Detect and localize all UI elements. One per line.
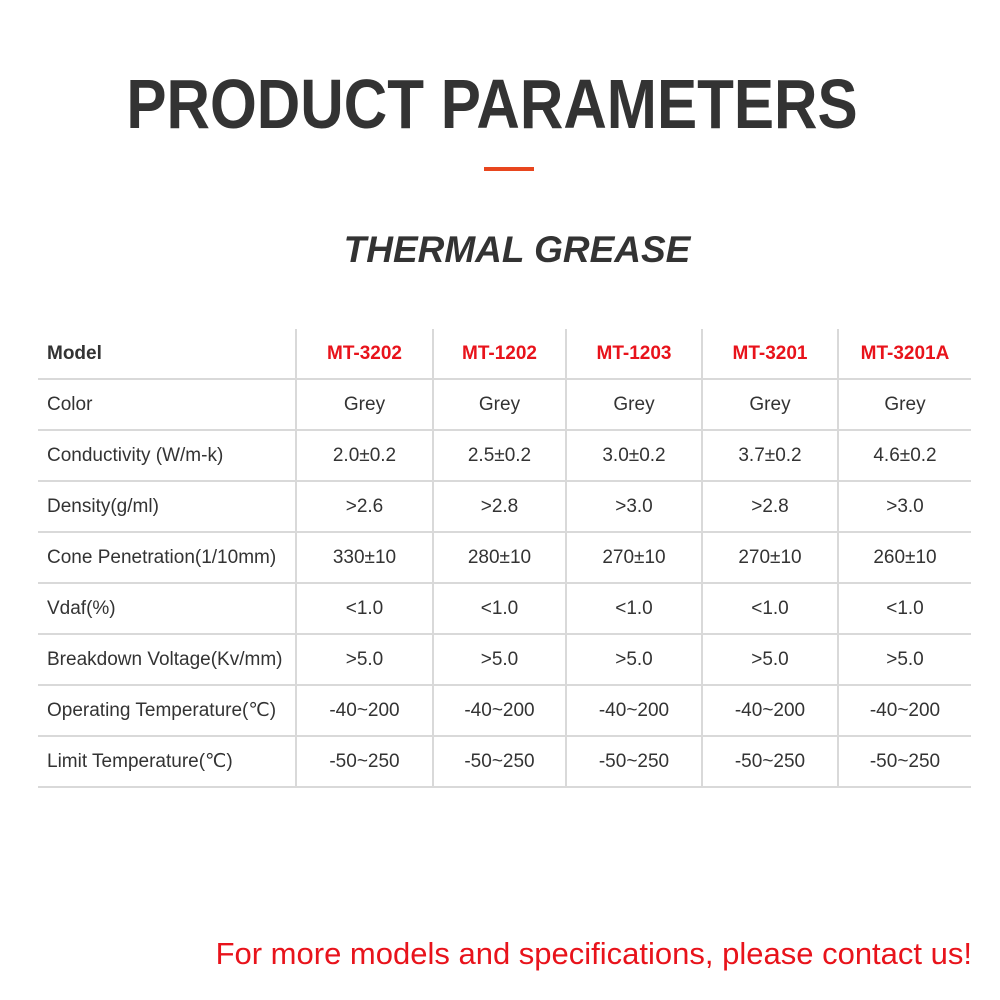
table-cell: 280±10 [433,532,566,583]
table-cell: -40~200 [702,685,838,736]
table-cell: >2.6 [296,481,433,532]
table-row [38,736,971,787]
table-cell: Grey [838,379,971,430]
table-cell: 2.5±0.2 [433,430,566,481]
model-name: MT-3202 [296,329,433,379]
table-cell: >5.0 [838,634,971,685]
table-cell: >2.8 [433,481,566,532]
table-header-row [38,329,971,379]
table-cell: 4.6±0.2 [838,430,971,481]
table-row [38,379,971,430]
table-cell: Grey [433,379,566,430]
row-label: Color [38,379,296,430]
table-cell: <1.0 [296,583,433,634]
model-name: MT-3201 [702,329,838,379]
row-label: Vdaf(%) [38,583,296,634]
table-row [38,430,971,481]
model-name: MT-1203 [566,329,702,379]
table-cell: Grey [296,379,433,430]
title-accent-bar [484,167,534,171]
table-cell: -40~200 [838,685,971,736]
row-label: Breakdown Voltage(Kv/mm) [38,634,296,685]
parameters-table [38,329,971,788]
table-cell: -50~250 [702,736,838,787]
table-cell: >5.0 [702,634,838,685]
table-cell: >5.0 [433,634,566,685]
table-cell: 270±10 [566,532,702,583]
table-cell: >3.0 [566,481,702,532]
table-cell: 3.0±0.2 [566,430,702,481]
table-cell: >5.0 [566,634,702,685]
table-cell: <1.0 [702,583,838,634]
table-row [38,481,971,532]
row-label: Operating Temperature(℃) [38,685,296,736]
table-cell: -50~250 [296,736,433,787]
table-cell: -50~250 [566,736,702,787]
table-cell: 260±10 [838,532,971,583]
table-cell: <1.0 [433,583,566,634]
table-cell: -40~200 [566,685,702,736]
row-label: Limit Temperature(℃) [38,736,296,787]
table-cell: -40~200 [433,685,566,736]
table-cell: >2.8 [702,481,838,532]
table-row [38,583,971,634]
table-cell: 2.0±0.2 [296,430,433,481]
contact-note: For more models and specifications, please contact us! [215,936,972,971]
table-cell: >5.0 [296,634,433,685]
table-cell: -50~250 [433,736,566,787]
table-cell: 270±10 [702,532,838,583]
table-row [38,532,971,583]
table-cell: -50~250 [838,736,971,787]
table-cell: <1.0 [838,583,971,634]
row-label: Density(g/ml) [38,481,296,532]
table-cell: Grey [566,379,702,430]
row-label: Cone Penetration(1/10mm) [38,532,296,583]
table-cell: >3.0 [838,481,971,532]
table-cell: 330±10 [296,532,433,583]
table-row [38,634,971,685]
table-cell: -40~200 [296,685,433,736]
table-cell: <1.0 [566,583,702,634]
section-title: THERMAL GREASE [343,229,691,270]
row-label: Conductivity (W/m-k) [38,430,296,481]
table-cell: Grey [702,379,838,430]
header-label: Model [38,329,296,379]
model-name: MT-1202 [433,329,566,379]
page-title: PRODUCT PARAMETERS [126,65,858,143]
table-row [38,685,971,736]
table-cell: 3.7±0.2 [702,430,838,481]
model-name: MT-3201A [838,329,971,379]
